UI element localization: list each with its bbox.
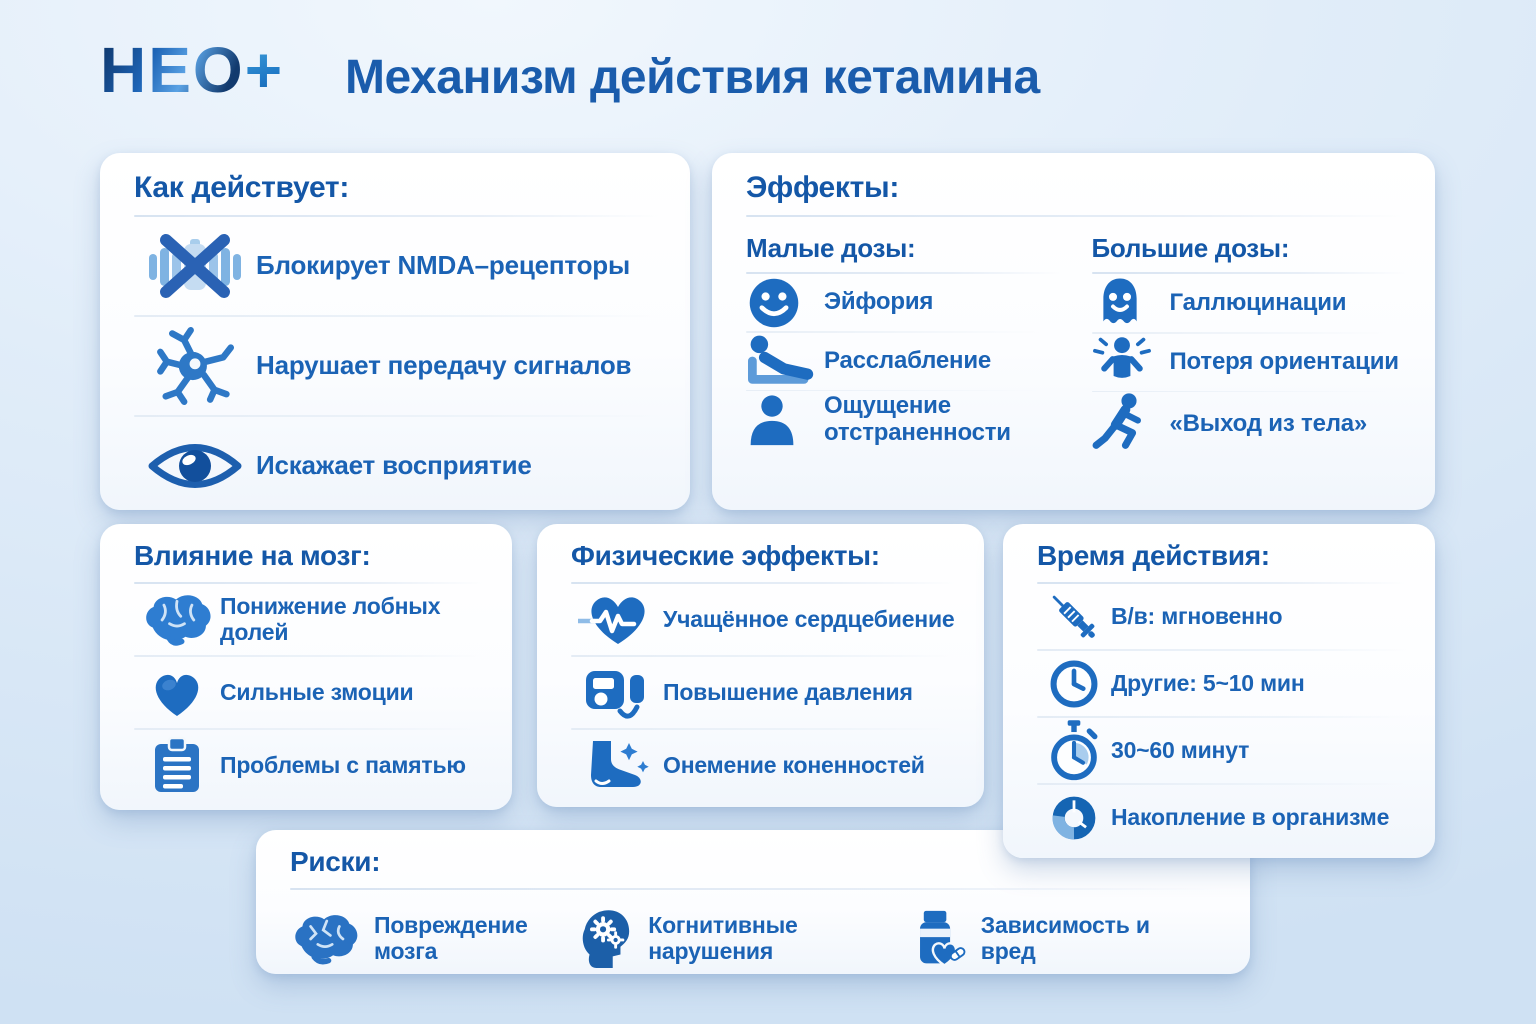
- card-title: Эффекты:: [746, 171, 900, 204]
- head-gears-icon: [576, 908, 634, 970]
- list-item: [537, 730, 984, 801]
- list-item: [576, 908, 905, 970]
- item-label: Онемение коненностей: [663, 751, 925, 778]
- syringe-icon: [1037, 588, 1111, 646]
- stopwatch-icon: [1037, 720, 1111, 782]
- item-label: «Выход из тела»: [1169, 409, 1368, 437]
- out-of-body-person-icon: [1092, 392, 1170, 456]
- large-doses-column: [1092, 233, 1408, 456]
- smiley-face-icon: [746, 275, 824, 331]
- list-item: [1003, 651, 1435, 716]
- blocked-nmda-receptor-icon: [134, 229, 256, 303]
- item-label: Галлюцинации: [1169, 288, 1347, 316]
- card-title: Риски:: [290, 846, 381, 877]
- ghost-icon: [1092, 274, 1170, 332]
- item-label: Повреждение мозга: [374, 912, 528, 964]
- eye-icon: [134, 435, 256, 497]
- list-item: [746, 274, 1062, 331]
- item-label: Учащённое сердцебиение: [663, 605, 955, 632]
- column-title: Большие дозы:: [1091, 233, 1290, 263]
- item-label: Когнитивные нарушения: [648, 912, 798, 964]
- item-label: Блокирует NMDA–рецепторы: [256, 250, 630, 281]
- small-doses-column: [746, 233, 1062, 456]
- card-effects: [712, 153, 1435, 510]
- neuron-icon: [134, 327, 256, 405]
- card-title: Время действия:: [1037, 540, 1270, 571]
- blood-pressure-monitor-icon: [571, 663, 663, 723]
- list-item: [100, 657, 512, 728]
- list-item: [290, 912, 576, 966]
- list-item: [537, 657, 984, 728]
- list-item: [1003, 718, 1435, 783]
- list-item: [1092, 274, 1408, 332]
- clock-icon: [1037, 658, 1111, 710]
- card-how-it-works: [100, 153, 690, 510]
- pill-bottle-icon: [905, 908, 967, 970]
- person-bust-icon: [746, 391, 824, 449]
- item-label: Нарушает передачу сигналов: [256, 350, 632, 381]
- list-item: [1003, 584, 1435, 649]
- column-title: Малые дозы:: [746, 233, 916, 263]
- damaged-brain-icon: [290, 912, 360, 966]
- item-label: Сильные змоции: [220, 678, 414, 705]
- item-label: Понижение лобных долей: [220, 592, 441, 645]
- reclining-person-icon: [746, 333, 824, 389]
- item-label: В/в: мгновенно: [1111, 602, 1283, 629]
- item-label: Зависимость и вред: [980, 912, 1150, 964]
- list-item: [100, 217, 690, 315]
- brain-icon: [134, 592, 220, 648]
- card-brain-impact: [100, 524, 512, 810]
- item-label: Потеря ориентации: [1169, 347, 1399, 375]
- numb-foot-icon: [571, 737, 663, 795]
- accumulation-donut-chart-icon: [1037, 792, 1111, 844]
- item-label: Расслабление: [824, 346, 992, 374]
- logo-text: НЕО: [100, 34, 245, 106]
- list-item: [100, 317, 690, 415]
- list-item: [1092, 334, 1408, 391]
- item-label: Искажает восприятие: [256, 450, 532, 481]
- neo-plus-logo: [100, 34, 285, 106]
- list-item: [746, 391, 1062, 449]
- item-label: Накопление в организме: [1111, 803, 1390, 830]
- list-item: [746, 333, 1062, 390]
- list-item: [1003, 785, 1435, 850]
- card-duration: [1003, 524, 1435, 858]
- card-physical-effects: [537, 524, 984, 807]
- divider: [746, 215, 1407, 217]
- item-label: Другие: 5~10 мин: [1111, 669, 1305, 696]
- divider: [290, 888, 1222, 890]
- item-label: Эйфория: [824, 288, 934, 316]
- item-label: 30~60 минут: [1111, 736, 1250, 763]
- heartbeat-icon: [571, 590, 663, 650]
- list-item: [537, 584, 984, 655]
- item-label: Повышение давления: [663, 678, 913, 705]
- card-title: Физические эффекты:: [571, 540, 880, 571]
- card-title: Как действует:: [134, 171, 350, 204]
- item-label: Ощущение отстраненности: [824, 392, 1011, 446]
- list-item: [1092, 392, 1408, 456]
- clipboard-icon: [134, 736, 220, 796]
- page-title: Механизм действия кетамина: [345, 51, 1040, 104]
- heart-icon: [134, 666, 220, 720]
- list-item: [100, 584, 512, 655]
- disoriented-person-icon: [1092, 334, 1170, 390]
- list-item: [905, 908, 1190, 970]
- logo-plus-icon: +: [244, 34, 285, 106]
- list-item: [100, 730, 512, 801]
- card-title: Влияние на мозг:: [134, 540, 371, 571]
- list-item: [100, 417, 690, 515]
- item-label: Проблемы с памятью: [220, 751, 466, 778]
